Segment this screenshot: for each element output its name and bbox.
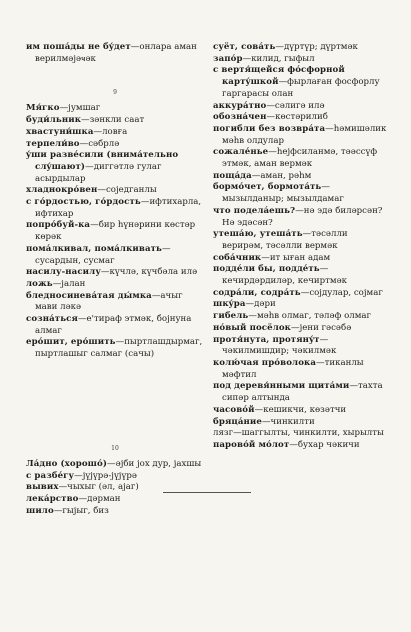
vocab-entry — [213, 54, 391, 66]
entry-translation: —гыјыг, биз — [53, 505, 109, 516]
vocab-entry — [213, 405, 391, 417]
vocab-entry — [26, 337, 204, 360]
entry-headword: Мя́гко — [26, 103, 60, 114]
entry-headword: бормóчет, бормотáть — [213, 182, 322, 193]
section-10-number: 10 — [111, 444, 119, 452]
entry-translation: —күчлә, күчбәла илә — [100, 267, 198, 278]
entry-translation: —јени гәсәбә — [291, 322, 352, 333]
vocab-entry — [213, 335, 391, 358]
entry-headword: с разбéгу — [26, 470, 75, 481]
entry-headword: лекáрство — [26, 493, 79, 504]
vocab-entry — [213, 182, 391, 205]
vocab-entry — [26, 220, 204, 243]
entry-headword: ерóшит, ерóшить — [26, 337, 116, 348]
entry-translation: —диггәтлә гулаг асырдылар — [35, 161, 162, 184]
entry-translation: —чыхыг (әл, ајаг) — [58, 482, 139, 493]
entry-translation: —ит ыған адам — [261, 252, 331, 263]
entry-headword: паровóй мóлот — [213, 439, 290, 450]
entry-translation: —е'тираф этмәк, бојнуна алмаг — [35, 314, 192, 336]
vocab-entry — [26, 471, 204, 483]
vocab-entry — [213, 253, 391, 265]
vocab-entry — [213, 417, 391, 429]
entry-headword: собáчник — [213, 252, 262, 263]
entry-headword: поддéли бы, поддéть — [213, 264, 320, 275]
vocab-entry — [213, 311, 391, 323]
entry-translation: —чәкилмишдир; чәкилмәк — [222, 334, 337, 357]
entry-translation: —тиканлы мәфтил — [222, 357, 364, 380]
entry-translation: —сәлигә илә — [266, 100, 325, 111]
vocab-entry — [26, 314, 204, 337]
end-divider — [163, 492, 251, 493]
vocab-entry — [26, 506, 204, 518]
entry-headword: обознáчен — [213, 112, 267, 123]
entry-translation: —дүртүр; дүртмәк — [275, 42, 358, 52]
entry-headword: шило — [26, 505, 54, 516]
entry-headword: нóвый посёлок — [213, 322, 291, 333]
entry-translation: —ифтихарла, ифтихар — [35, 197, 202, 219]
vocab-entry — [26, 494, 204, 506]
vocab-entry — [213, 299, 391, 311]
entry-translation: —кечирдәрдиләр, кечиртмәк — [222, 264, 348, 287]
entry-headword: сознáться — [26, 314, 78, 325]
entry-translation: —ачыг мави ләкә — [35, 290, 183, 313]
right-column — [213, 42, 391, 452]
vocab-entry — [26, 244, 204, 267]
entry-translation: —тәсәлли верирәм, тәсәлли вермәк — [222, 229, 348, 251]
entry-headword: с вертя́щейся фóсфорной картýшкой — [213, 65, 345, 88]
entry-headword: терпели́во — [26, 138, 80, 149]
entry-translation: —сәбрлә — [79, 138, 120, 149]
entry-translation: —һејфсиланмә, тәәссүф этмәк, аман вермәк — [222, 147, 378, 170]
entry-translation: —чинкилти — [261, 416, 315, 427]
entry-translation: —дәрман — [78, 493, 121, 504]
vocab-entry — [213, 264, 391, 287]
entry-translation: лязг—шаггылты, чинкилти, хырылты — [213, 428, 384, 439]
vocab-entry — [26, 127, 204, 139]
vocab-entry — [213, 206, 391, 229]
entry-headword: насилу-насилу — [26, 267, 101, 278]
entry-headword: им пошáды не бýдет — [26, 42, 131, 52]
vocab-entry — [213, 229, 391, 252]
entry-translation: —пыртлашдырмаг, пыртлашыг салмаг (сачы) — [35, 337, 203, 360]
entry-translation: —јүјүрә-јүјүрә — [74, 470, 137, 481]
entry-translation: —сојдулар, сојмаг — [300, 287, 383, 298]
entry-headword: ýши развéсили (внимáтельно слýшают) — [26, 150, 179, 172]
entry-headword: что поделáешь? — [213, 205, 296, 216]
left-column — [26, 42, 204, 517]
vocab-entry — [213, 323, 391, 335]
entry-headword: бледносиневáтая ды́мка — [26, 290, 152, 301]
entry-headword: запóр — [213, 53, 243, 64]
vocab-entry — [26, 267, 204, 279]
vocab-entry — [213, 288, 391, 300]
vocab-entry — [26, 103, 204, 115]
entry-headword: гибель — [213, 311, 249, 322]
vocab-entry — [26, 150, 204, 185]
entry-headword: шкýра — [213, 299, 246, 310]
entry-translation: —дәри — [245, 299, 276, 310]
vocab-entry — [26, 197, 204, 220]
entry-headword: часовóй — [213, 404, 255, 415]
entry-translation: —фырлаған фосфорлу гаргарасы олан — [222, 77, 380, 99]
entry-headword: хладнокрóвен — [26, 185, 98, 196]
entry-headword: бряцáние — [213, 416, 262, 427]
entry-translation: —тахта сипәр алтында — [222, 381, 383, 404]
vocab-entry — [213, 440, 391, 452]
entry-translation: —мәһв олмаг, тәләф олмаг — [248, 311, 372, 322]
entry-translation: —бир һүнәрини көстәр көрәк — [35, 220, 196, 243]
entry-translation: —килид, гыфыл — [242, 53, 315, 64]
entry-headword: сожалéнье — [213, 147, 269, 158]
entry-headword: аккурáтно — [213, 100, 267, 111]
vocab-entry — [213, 42, 391, 54]
entry-headword: вывих — [26, 482, 59, 493]
vocab-entry — [213, 147, 391, 170]
entry-headword: Лáдно (хорошó) — [26, 458, 108, 469]
vocab-entry — [213, 124, 391, 147]
entry-translation: —јалан — [52, 278, 86, 289]
entry-headword: с гóрдостью, гóрдость — [26, 197, 141, 208]
entry-headword: помáлкивал, помáлкивать — [26, 243, 162, 254]
entry-translation: —соједганлы — [97, 185, 157, 196]
entry-headword: погибли без возврáта — [213, 123, 326, 134]
entry-translation: —мызылданыр; мызылдамаг — [222, 182, 344, 205]
entry-translation: —кешикчи, көзәтчи — [254, 404, 347, 415]
vocab-entry — [26, 291, 204, 314]
vocab-entry — [213, 358, 391, 381]
vocab-entry — [26, 42, 204, 65]
vocab-entry — [213, 171, 391, 183]
vocab-entry — [26, 459, 204, 471]
top-entries — [26, 42, 204, 65]
entry-headword: колю́чая прóволока — [213, 357, 317, 368]
entry-translation: —аман, рәһм — [251, 170, 312, 181]
entry-headword: содрáли, содрáть — [213, 287, 301, 298]
vocab-entry — [213, 101, 391, 113]
entry-headword: суёт, совáть — [213, 42, 276, 52]
vocab-entry — [26, 115, 204, 127]
entry-headword: под деревя́нными щитáми — [213, 381, 350, 392]
entry-headword: утешáю, утешáть — [213, 229, 303, 240]
entry-translation: —нә эдә биләрсән? Нә эдәсән? — [222, 205, 383, 228]
vocab-entry — [26, 279, 204, 291]
entry-headword: пощáда — [213, 170, 252, 181]
section-9-number: 9 — [113, 89, 117, 97]
vocab-entry — [213, 381, 391, 404]
entry-translation: —јумшаг — [59, 103, 101, 114]
vocab-entry — [213, 65, 391, 100]
vocab-entry — [26, 185, 204, 197]
entry-translation: —бухар чәкичи — [289, 439, 360, 450]
entry-headword: попрóбуй-ка — [26, 220, 91, 231]
entry-translation: —көстәрилиб — [266, 112, 328, 123]
entry-translation: —әјби јох дур, јахшы — [107, 458, 202, 469]
vocab-entry — [213, 428, 391, 440]
entry-translation: —һәмишәлик мәһв олдулар — [222, 123, 387, 146]
entry-headword: протя́нута, протянýт — [213, 334, 320, 345]
entry-headword: буди́льник — [26, 115, 81, 126]
entry-translation: —онлара аман верилмәјәҹәк — [35, 42, 197, 64]
section-10-entries — [26, 459, 204, 518]
entry-headword: хвастуни́шка — [26, 126, 94, 137]
entry-translation: —ловға — [93, 126, 128, 137]
section-9-entries — [26, 103, 204, 360]
vocab-entry — [26, 139, 204, 151]
entry-headword: ложь — [26, 278, 53, 289]
entry-translation: —зәнкли саат — [81, 115, 145, 126]
entry-translation: —сусардын, сусмаг — [35, 243, 171, 266]
vocab-entry — [213, 112, 391, 124]
right-entries — [213, 42, 391, 452]
